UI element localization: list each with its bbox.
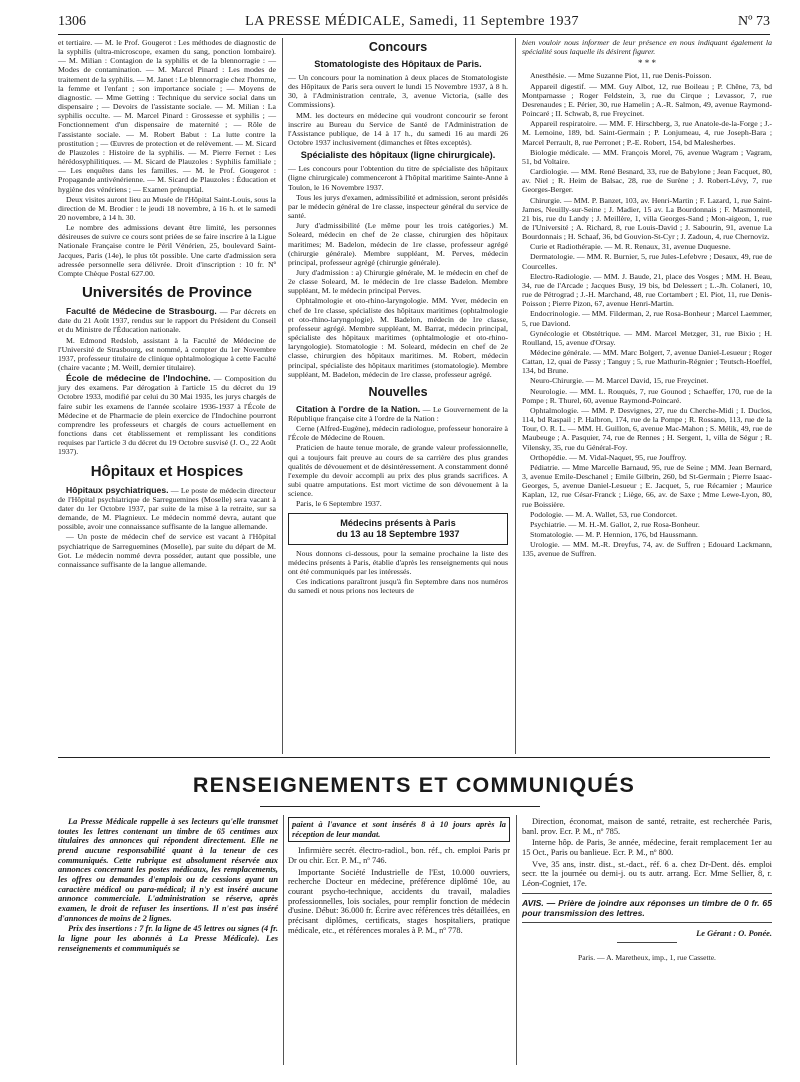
specialty-entry: Dermatologie. — MM. R. Burnier, 5, rue Jules-Lefebvre ; Desaux, 49, rue de Courcelles. (522, 252, 772, 271)
paragraph: Deux visites auront lieu au Musée de l'Hôpital Saint-Louis, sous la direction de M. Brodier : le jeudi 18 novembre, à 16 h. et le samedi 20 novembre, à 14 h. 30. (58, 194, 276, 222)
specialty-entry: Neuro-Chirurgie. — M. Marcel David, 15, rue Freycinet. (530, 376, 709, 386)
issue-number: Nº 73 (738, 14, 770, 29)
subheading: Hôpitaux psychiatriques. (66, 484, 169, 495)
specialty-entry: Urologie. — MM. M.-R. Dreyfus, 74, av. de Suffren ; Edouard Lackmann, 135, avenue de Suffren. (522, 540, 772, 559)
page-header (58, 14, 770, 34)
specialty-entry: Psychiatrie. — M. H.-M. Gallot, 2, rue Rosa-Bonheur. (530, 519, 700, 529)
specialty-entry: Podologie. — M. A. Wallet, 53, rue Condorcet. (530, 509, 678, 519)
paragraph: — Un poste de médecin chef de service est vacant à l'Hôpital psychiatrique de Sarreguemines (Moselle), par suite du départ de M. Got. Le médecin nommé devra posséder, autant que possible, une connaissance suffisante de la langue allemande. (58, 532, 276, 569)
paragraph: — Le Gouvernement de la République française cite à l'ordre de la Nation : (288, 404, 509, 423)
paragraph: Nous donnons ci-dessous, pour la semaine prochaine la liste des médecins présents à Paris, établie d'après les renseignements qui nous ont été communiqués par les intéressés. (288, 548, 508, 576)
journal-title: LA PRESSE MÉDICALE, Samedi, 11 Septembre 1937 (245, 14, 579, 29)
bottom-column-right (522, 817, 772, 963)
classified-ad: Vve, 35 ans, instr. dist., st.-dact., réf. 6 a. chez Dr-Dent. dés. emploi secr. tte la journée ou demi-j. ou ts autr. arrang. Ecr. Mme Sellier, 8, r. Léon-Cogniet, 17e. (522, 859, 772, 888)
banner-title: RENSEIGNEMENTS ET COMMUNIQUÉS (192, 773, 636, 797)
section-title-universites: Universités de Province (81, 284, 253, 302)
subheading: Spécialiste des hôpitaux (ligne chirurgicale). (300, 150, 496, 161)
section-title-concours: Concours (368, 40, 428, 54)
paragraph: La Presse Médicale rappelle à ses lecteurs qu'elle transmet toutes les lettres contenant un timbre de 65 centimes aux titulaires des annonces qui répondent directement. Elle ne prend aucune responsabilité quant à la teneur de ces communiqués. Cette rubrique est absolument réservée aux annonces concernant les postes médicaux, les remplacements, les offres ou demandes d'emplois ou de cessions ayant un caractère médical ou para-médical; il n'y est inséré aucune annonce commerciale. L'administration se réserve, après examen, le droit de refuser les insertions. Il n'est pas inséré d'annonces de moins de 2 lignes. (58, 817, 278, 923)
paragraph: Jury d'admissibilité (Le même pour les trois catégories.) M. Soleard, médecin en chef de 2e classe, chirurgien des hôpitaux maritimes; M. Badelon, médecin de 1re classe, professeur agrégé (chirurgie générale). Membre suppléant, M. Perves, médecin principal, professeur agrégé (chirurgie générale). (288, 221, 508, 267)
column-divider (283, 815, 284, 1065)
column-divider (282, 38, 283, 754)
paragraph: — Par décrets en date du 21 Août 1937, rendus sur le rapport du Président du Conseil et du Ministre de l'Éducation nationale. (58, 307, 276, 335)
section-title-hopitaux: Hôpitaux et Hospices (90, 462, 244, 480)
divider (522, 893, 772, 894)
subheading: Stomatologiste des Hôpitaux de Paris. (314, 59, 482, 69)
avis-notice: AVIS. — Prière de joindre aux réponses un timbre de 0 fr. 65 pour transmission des lettres. (522, 897, 772, 918)
classified-ad: Interne hôp. de Paris, 3e année, médecine, ferait remplacement 1er au 15 Oct., Paris ou banlieue. Ecr. P. M., nº 800. (522, 838, 772, 857)
header-rule (58, 34, 770, 35)
divider (617, 942, 677, 943)
paragraph: — Le poste de médecin directeur de l'Hôpital psychiatrique de Sarreguemines (Moselle) sera vacant à dater du 1er Octobre 1937, par suite de la mise à la retraite, sur sa demande, de M. Plagnieux. Le médecin nommé devra, autant que possible, avoir une connaissance suffisante de la langue allemande. (58, 485, 276, 532)
column-left (58, 38, 276, 570)
page-number: 1306 (58, 14, 86, 29)
paragraph: MM. les docteurs en médecine qui voudront concourir se feront inscrire au Bureau du Service de Santé de l'Administration de l'Assistance publique, de 14 à 17 h., du samedi 16 au mardi 26 Octobre 1937 inclusivement (dimanches et fêtes exceptés). (288, 110, 508, 148)
bottom-column-left (58, 817, 278, 954)
paragraph: Le nombre des admissions devant être limité, les personnes désireuses de suivre ce cours sont priées de se faire inscrire à la Ligue Nationale Française contre le Péril Vénérien, 25, boulevard Saint-Jacques, Paris (14e), le plus tôt possible. Une carte d'admission sera adressée personnelle sera délivrée. Droit d'inscription : 10 fr. Nº Compte Chèque Postal 627.00. (58, 223, 277, 278)
specialty-entry: Ophtalmologie. — MM. P. Desvignes, 27, rue du Cherche-Midi ; I. Duclos, 114, bd Raspail ; P. Halbron, 174, rue de la Pompe ; R. Rossano, 113, rue de la Tour, O. R. L. — MM. H. Guillon, 6, avenue Mac-Mahon ; S. Mélik, 49, rue de Maubeuge ; A. Pasquier, 74, rue de Rennes ; H. Sergent, 1, villa de Ségur ; R. Vilensky, 35, rue du Général-Foy. (522, 405, 772, 452)
paragraph: Paris, le 6 Septembre 1937. (296, 499, 382, 509)
paragraph: Cerne (Alfred-Eugène), médecin radiologue, professeur honoraire à l'École de Médecine de Rouen. (288, 424, 508, 443)
specialty-entry: Electro-Radiologie. — MM. J. Baude, 21, place des Vosges ; MM. H. Beau, 34, rue de l'Arcade ; Jacques Busy, 19 bis, bd Delessert ; L.-Jh. Colaneri, 10, rue de Pétrograd ; J.-H. Marchand, 48, rue Cortambert ; El. Piot, 11, rue Denis-Poisson ; Pierre Pizon, 67, avenue Henri-Martin. (522, 271, 772, 309)
column-middle (288, 38, 508, 596)
printer-line: Paris. — A. Maretheux, imp., 1, rue Cassette. (578, 953, 716, 963)
subheading: Citation à l'ordre de la Nation. (296, 403, 421, 414)
column-right (522, 38, 772, 559)
specialty-entry: Appareil respiratoire. — MM. F. Hirschberg, 3, rue Anatole-de-la-Forge ; J.-M. Lemoine, 189, bd. Saint-Germain ; P. Lonjumeau, 4, rue Joseph-Bara ; Marcel Perrault, 8, rue Perronet ; P.-E. Robert, 154, bd Malesherbes. (522, 119, 772, 147)
specialty-entry: Pédiatrie. — Mme Marcelle Barnaud, 95, rue de Seine ; MM. Jean Bernard, 3, avenue Emile-Deschanel ; Emile Gilbrin, 260, bd St-Germain ; Pierre Isaac-Georges, 5, avenue Daniel-Lesueur ; E. Jacquet, 5, rue Récamier ; Maurice Kaplan, 12, rue César-Franck ; Liège, 66, av. de Saxe ; Mme Lewe-Lyon, 80, rue Boissière. (522, 462, 772, 509)
paragraph: — Les concours pour l'obtention du titre de spécialiste des hôpitaux (ligne chirurgicale) commenceront à l'hôpital maritime Sainte-Anne à Toulon, le 16 Novembre 1937. (288, 164, 508, 192)
section-rule (58, 757, 770, 758)
paragraph: et tertiaire. — M. le Prof. Gougerot : Les méthodes de diagnostic de la syphilis (ultra-microscope, examen du sang, ponction lombaire). — M. Milian : Contagion de la syphilis et de la blennorragie : — Modes de contamination. — M. Marcel Pinard : Les modes de traitement de la syphilis. — M. Janet : Le blennorragie chez l'homme, la femme et l'enfant ; son importance sociale ; — Moyens de diagnostic. — Mme Getting : Technique du service social dans un dispensaire ; — Devoirs de l'assistante sociale. — M. Milian : La syphilis occulte. — M. Marcel Pinard : Grossesse et syphilis ; — Fonctionnement d'un dispensaire de maternité ; — Rôle de l'assistante sociale. — M. Robert Babut : La lutte contre la prostitution ; — Œuvres de protection et de relèvement. — M. Sicard de Plauzoles : Histoire de la syphilis. — M. Pierre Fernet : Les hérédosyphilitiques. — M. Sicard de Plauzoles : Syphilis familiale ; — Les enquêtes dans les familles. — M. le Prof. Gougerot : Propagande antivénérienne. — M. Sicard de Plauzoles : Éducation et hygiène des vénériens ; — Examen prénuptial. (58, 38, 276, 194)
paragraph: Ces indications paraîtront jusqu'à fin Septembre dans nos numéros du samedi et nous prions nos lecteurs de (288, 577, 508, 596)
banner-rule (260, 806, 540, 807)
paragraph: bien vouloir nous informer de leur présence en nous indiquant également la spécialité sous laquelle ils désirent figurer. (522, 38, 772, 57)
divider (522, 922, 772, 923)
classified-ad: Importante Société Industrielle de l'Est, 10.000 ouvriers, recherche Docteur en médecine, préférence diplômé 10e, au courant psycho-technique, accidents du travail, maladies professionnelles, lois sociales, pour remplir fonction de médecin d'usine. Début: 36.000 fr. Écrire avec références très détaillées, en précisant diplômes, certificats, stages hospitaliers, pratique médicale, etc., et références morales à P. M., nº 778. (288, 867, 510, 935)
specialty-entry: Biologie médicale. — MM. François Morel, 76, avenue Wagram ; Vagram, 51, bd Voltaire. (522, 147, 772, 166)
column-divider (516, 815, 517, 1065)
specialty-entry: Cardiologie. — MM. René Besnard, 33, rue de Babylone ; Jean Facquet, 80, av. Niel ; R. Heim de Balsac, 28, rue de Surène ; J. Robert-Lévy, 7, rue Georges-Berger. (522, 167, 772, 195)
paragraph: Jury d'admission : a) Chirurgie générale, M. le médecin en chef de 2e classe Soleard, M. le médecin de 1re classe Badelon. Membre suppléant, M. le médecin principal Perves. (288, 267, 508, 296)
paragraph: Praticien de haute tenue morale, de grande valeur professionnelle, qui a toujours fait preuve au cours de sa carrière des plus grandes qualités de dévouement et de désintéressement. A constamment donné l'exemple du devoir accompli au prix des plus grands sacrifices. A subi quatre amputations. Est mort victime de son dévouement à la science. (288, 443, 508, 499)
paragraph: Tous les jurys d'examen, admissibilité et admission, seront présidés par le médecin général de 1re classe, inspecteur général du service de santé. (288, 192, 508, 221)
specialty-entry: Orthopédie. — M. Vidal-Naquet, 95, rue Jouffroy. (530, 452, 687, 462)
paragraph: — Composition du jury des examens. Par dérogation à l'article 15 du décret du 19 Octobre 1933, modifié par celui du 30 Mai 1935, les jurys chargés de faire subir les examens de l'année scolaire 1936-1937 à l'École de Médecine et de Pharmacie de plein exercice de l'Indochine pourront comprendre les professeurs et chargés de cours actuellement en fonctions dans cet établissement et remplissant les conditions requises par l'article 3 du décret du 19 Octobre susvisé (J. O., 22 Août 1937). (58, 374, 276, 457)
separator-stars: * * * (638, 58, 656, 69)
classified-ad: Infirmière secrét. électro-radiol., bon. réf., ch. emploi Paris pr Dr ou chir. Ecr. P. M., nº 746. (288, 846, 510, 865)
specialty-entry: Chirurgie. — MM. P. Banzet, 103, av. Henri-Martin ; F. Lazard, 1, rue Saint-James, Neuilly-sur-Seine ; J. Madier, 15 av. La Bourdonnais ; F. Masmonteil, 21 bis, rue du Landy ; J. Meillère, 1, villa Georges-Sand ; Mon-aigeon, 1, rue de l'Université ; A. Richard, 8, rue Louis-David ; J. Sabourin, 91, avenue La Bourdonnais ; H. Schaaf, 36, bd Gouvion-St-Cyr ; J. Zadoun, 4, rue Chernoviz. (522, 195, 772, 242)
specialty-entry: Anesthésie. — Mme Suzanne Piot, 11, rue Denis-Poisson. (530, 71, 712, 81)
box-title: Médecins présents à Paris (340, 517, 456, 528)
specialty-list (522, 71, 772, 558)
paragraph: Ophtalmologie et oto-rhino-laryngologie. MM. Yver, médecin en chef de 1re classe, spécialiste des hôpitaux maritimes (ophtalmologie et oto-rhino-laryngologie). M. Badelon, médecin de 1re classe, professeur agrégé. Membre suppléant, M. Barrat, médecin principal, spécialiste des hôpitaux maritimes (ophtalmologie et oto-rhino-laryngologie). Stomatologie : M. Soleard, médecin en chef de 2e classe, chirurgien des hôpitaux maritimes. M. Robert, médecin principal, spécialiste des hôpitaux maritimes (stomatologie). Membre suppléant, M. Badelon, médecin de 1re classe, professeur agrégé. (288, 296, 508, 379)
specialty-entry: Médecine générale. — MM. Marc Bolgert, 7, avenue Daniel-Lesueur ; Roger Cattan, 12, quai de Passy ; Tanguy ; 5, rue Mathurin-Régnier ; Teutsch-Hoeffel, 134, bd Brune. (522, 348, 772, 376)
box-subtitle: du 13 au 18 Septembre 1937 (336, 528, 460, 539)
specialty-entry: Curie et Radiothérapie. — M. R. Renaux, 31, avenue Duquesne. (530, 242, 731, 252)
specialty-entry: Appareil digestif. — MM. Guy Albot, 12, rue Boileau ; P. Chêne, 73, bd Montparnasse ; Roger Feldstein, 3, rue du Cirque ; Levassor, 7, rue Desrenaudes ; E. Périer, 30, rue Hamelin ; A.-R. Salmon, 49, avenue Raymond-Poincaré ; II. Schwab, 8, rue Freycinet. (522, 81, 772, 119)
classified-ad: Direction, économat, maison de santé, retraite, est recherchée Paris, banl. prov. Ecr. P. M., nº 785. (522, 817, 772, 836)
paragraph: Prix des insertions : 7 fr. la ligne de 45 lettres ou signes (4 fr. la ligne pour les abonnés à La Presse Médicale). Les renseignements et communiqués se (58, 924, 278, 953)
bottom-column-middle (288, 817, 510, 937)
column-divider (515, 38, 516, 754)
subheading: Faculté de Médecine de Strasbourg. (66, 306, 217, 317)
specialty-entry: Endocrinologie. — MM. Filderman, 2, rue Rosa-Bonheur ; Marcel Laemmer, 5, rue Daviond. (522, 309, 772, 328)
section-title-nouvelles: Nouvelles (368, 384, 428, 399)
paragraph: M. Edmond Redslob, assistant à la Faculté de Médecine de l'Université de Strasbourg, est nommé, à compter du 1er Novembre 1937, professeur titulaire de clinique ophtalmologique à cette Faculté (chaire vacante ; M. Weill, dernier titulaire). (58, 335, 276, 372)
specialty-entry: Neurologie. — MM. L. Rouquès, 7, rue Gounod ; Schaeffer, 170, rue de la Pompe ; R. Thurel, 60, avenue Raymond-Poincaré. (522, 386, 772, 405)
notice-box: paient à l'avance et sont insérés 8 à 10 jours après la réception de leur mandat. (288, 817, 510, 842)
specialty-entry: Gynécologie et Obstétrique. — MM. Marcel Metzger, 31, rue Bixio ; H. Roulland, 15, avenue d'Orsay. (522, 328, 772, 347)
presence-box (288, 513, 508, 545)
subheading: École de médecine de l'Indochine. (66, 373, 211, 384)
gerant-signature: Le Gérant : O. Ponée. (696, 928, 772, 938)
paragraph: — Un concours pour la nomination à deux places de Stomatologiste des Hôpitaux de Paris sera ouvert le lundi 15 Novembre 1937, à 8 h. 30, à l'Administration centrale, 3, avenue Victoria, (salle des Commissions). (288, 73, 508, 110)
specialty-entry: Stomatologie. — M. P. Hennion, 176, bd Haussmann. (530, 529, 698, 539)
